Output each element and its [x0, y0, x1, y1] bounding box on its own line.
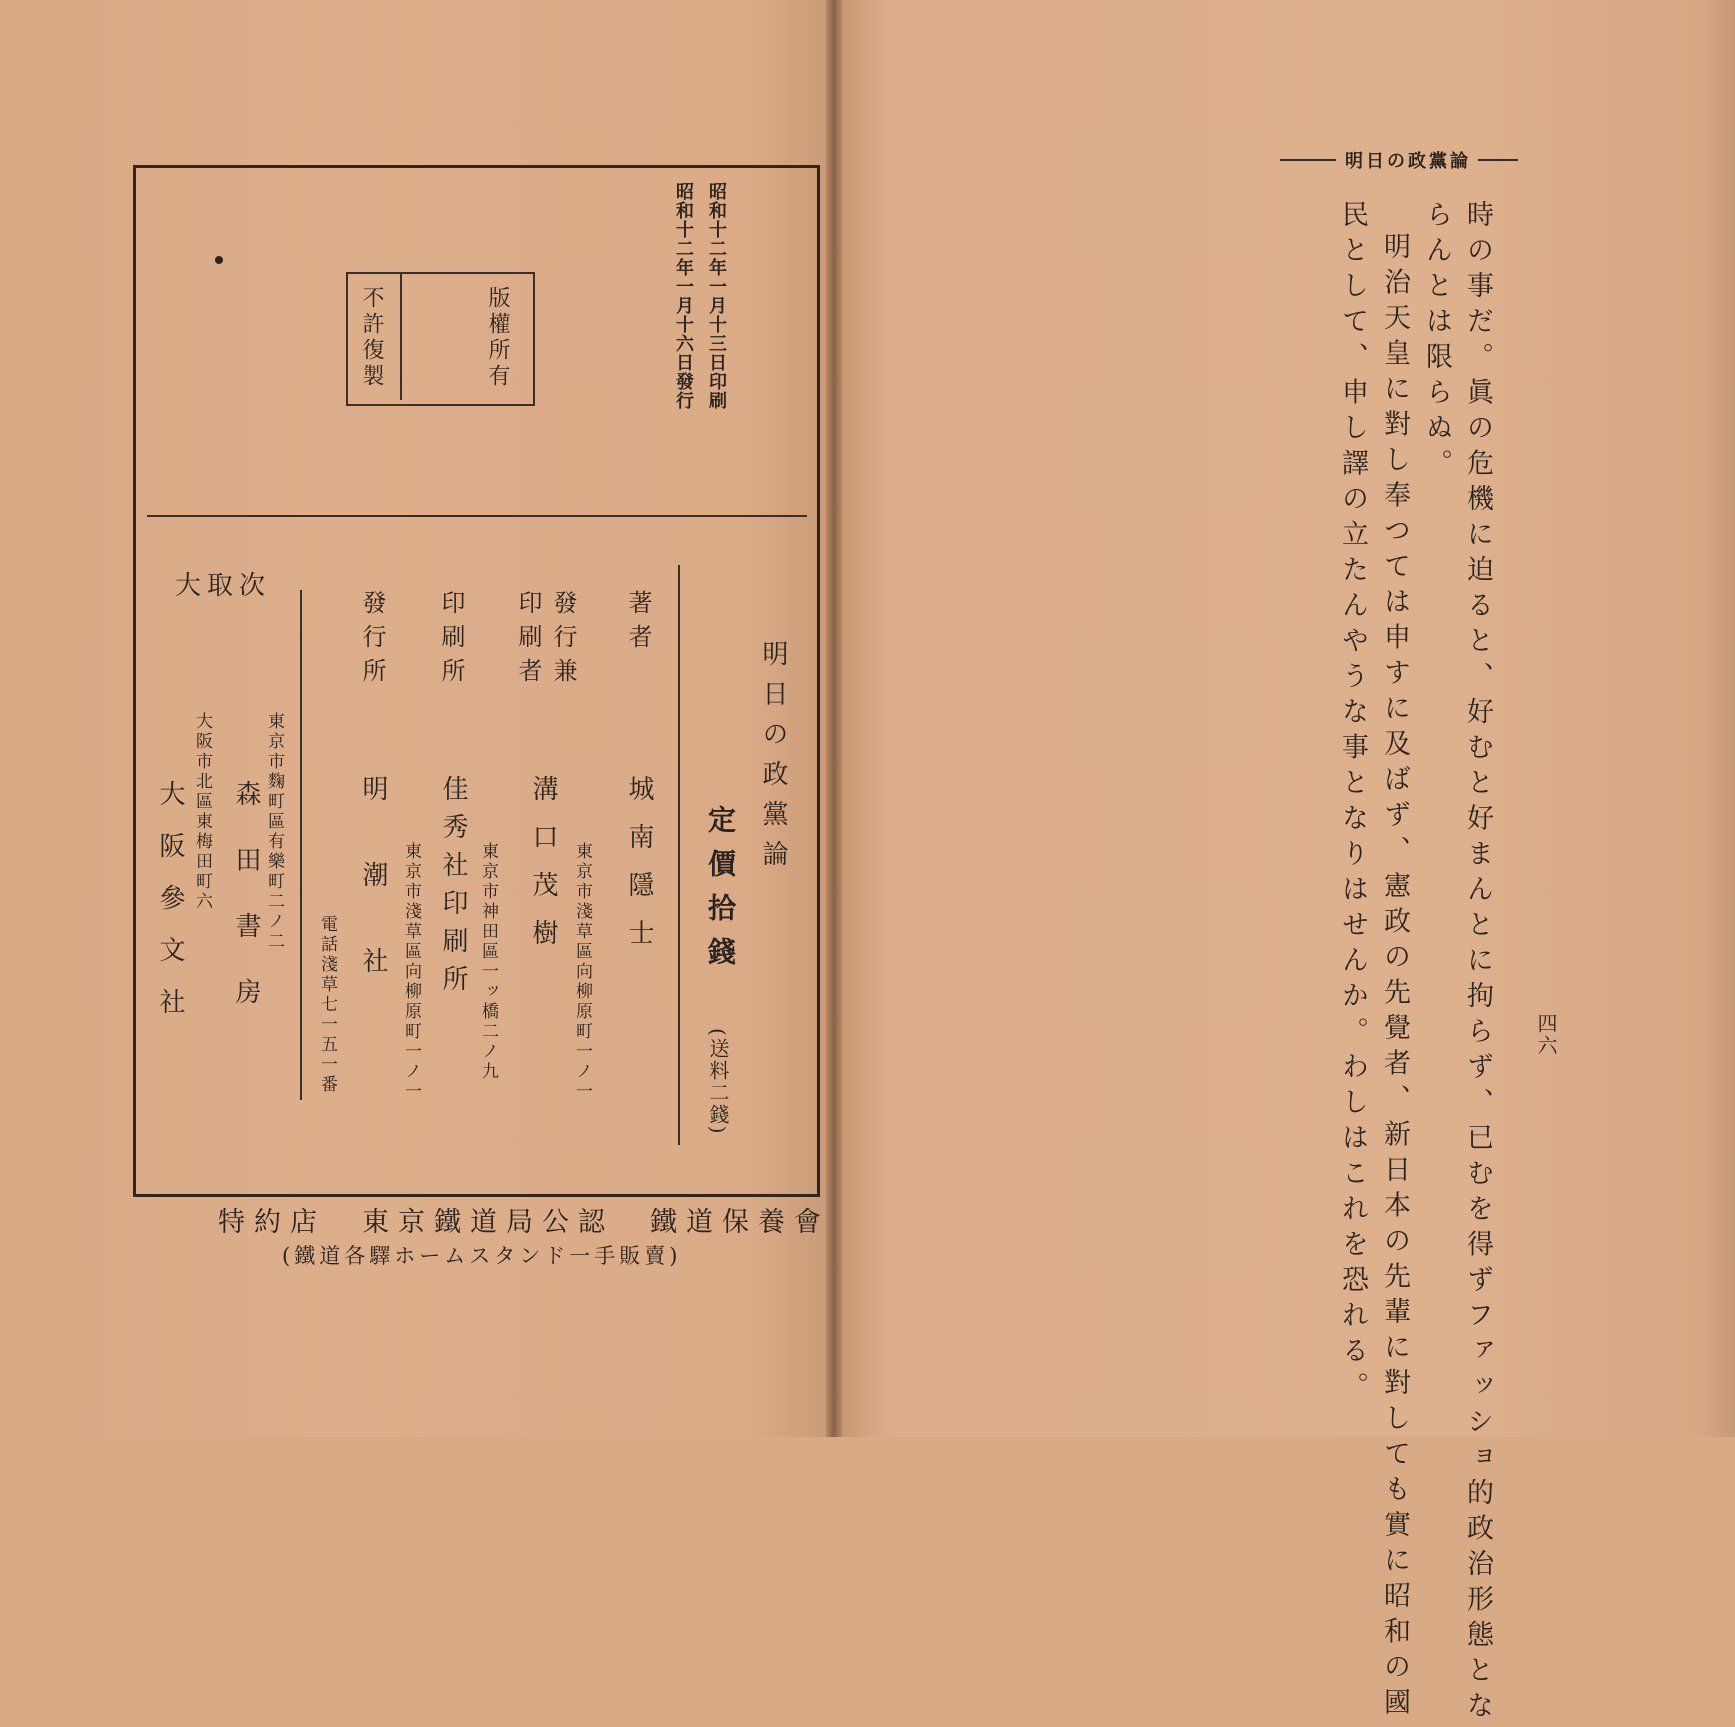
distributor-divider [300, 590, 302, 1100]
book-title: 明日の政黨論 [758, 640, 788, 880]
running-head: 明日の政黨論 [1345, 151, 1471, 172]
body-text-line: 時の事だ。眞の危機に迫ると、好むと好まんとに拘らず、已むを得ずファッショ的政治形態とな [1462, 200, 1493, 1727]
colophon-divider [147, 515, 807, 517]
print-house-role: 印刷所 [437, 590, 465, 692]
print-house-address: 東京市淺草區向柳原町一ノ一 [401, 842, 421, 1102]
price-note: (送料二錢) [706, 1028, 730, 1136]
printer-address: 東京市神田區一ッ橋二ノ九 [478, 842, 498, 1082]
author-address: 東京市淺草區向柳原町一ノ一 [572, 842, 592, 1102]
author-role: 著者 [624, 590, 652, 658]
print-date: 昭和十二年一月十三日印刷 [706, 182, 727, 410]
distributor-name: 大阪參文社 [155, 780, 185, 1040]
distributor-address: 東京市麴町區有樂町二ノ二 [264, 712, 284, 952]
no-reproduction-label: 不許復製 [359, 286, 384, 390]
page-number: 四六 [1534, 1013, 1558, 1057]
publisher-name: 明潮社 [358, 775, 388, 1033]
running-head-rule-right [1478, 159, 1518, 161]
distributor-name: 森田書房 [231, 780, 261, 1044]
body-text-line: らんとは限らぬ。 [1421, 200, 1452, 484]
rights-stamp-divider [400, 274, 402, 400]
rights-reserved-label: 版權所有 [485, 286, 510, 390]
author-name: 城南隱士 [624, 775, 654, 967]
distributor-address: 大阪市北區東梅田町六 [192, 712, 212, 912]
issue-date: 昭和十二年一月十六日發行 [673, 182, 694, 410]
railway-note-title: 特約店 東京鐵道局公認 鐵道保養會 [218, 1207, 830, 1238]
printer-role: 發行兼印刷者 [514, 590, 577, 692]
publisher-phone: 電話淺草七一五一番 [317, 915, 337, 1095]
price-divider [678, 565, 680, 1145]
ink-dot [215, 256, 223, 264]
print-house-name: 佳秀社印刷所 [438, 775, 468, 1003]
printer-name: 溝口茂樹 [528, 775, 558, 967]
distributor-label: 大取次 [175, 571, 272, 601]
right-page [836, 0, 1735, 1437]
body-text-line: 民として、申し譯の立たんやうな事となりはせんか。わしはこれを恐れる。 [1337, 200, 1368, 1407]
running-head-rule-left [1280, 159, 1336, 161]
price: 定價拾錢 [704, 805, 737, 981]
body-text-line: 明治天皇に對し奉つては申すに及ばず、憲政の先覺者、新日本の先輩に對しても實に昭和の國 [1379, 232, 1410, 1723]
railway-note-subtitle: (鐵道各驛ホームスタンド一手販賣) [282, 1244, 682, 1268]
publisher-role: 發行所 [358, 590, 386, 692]
